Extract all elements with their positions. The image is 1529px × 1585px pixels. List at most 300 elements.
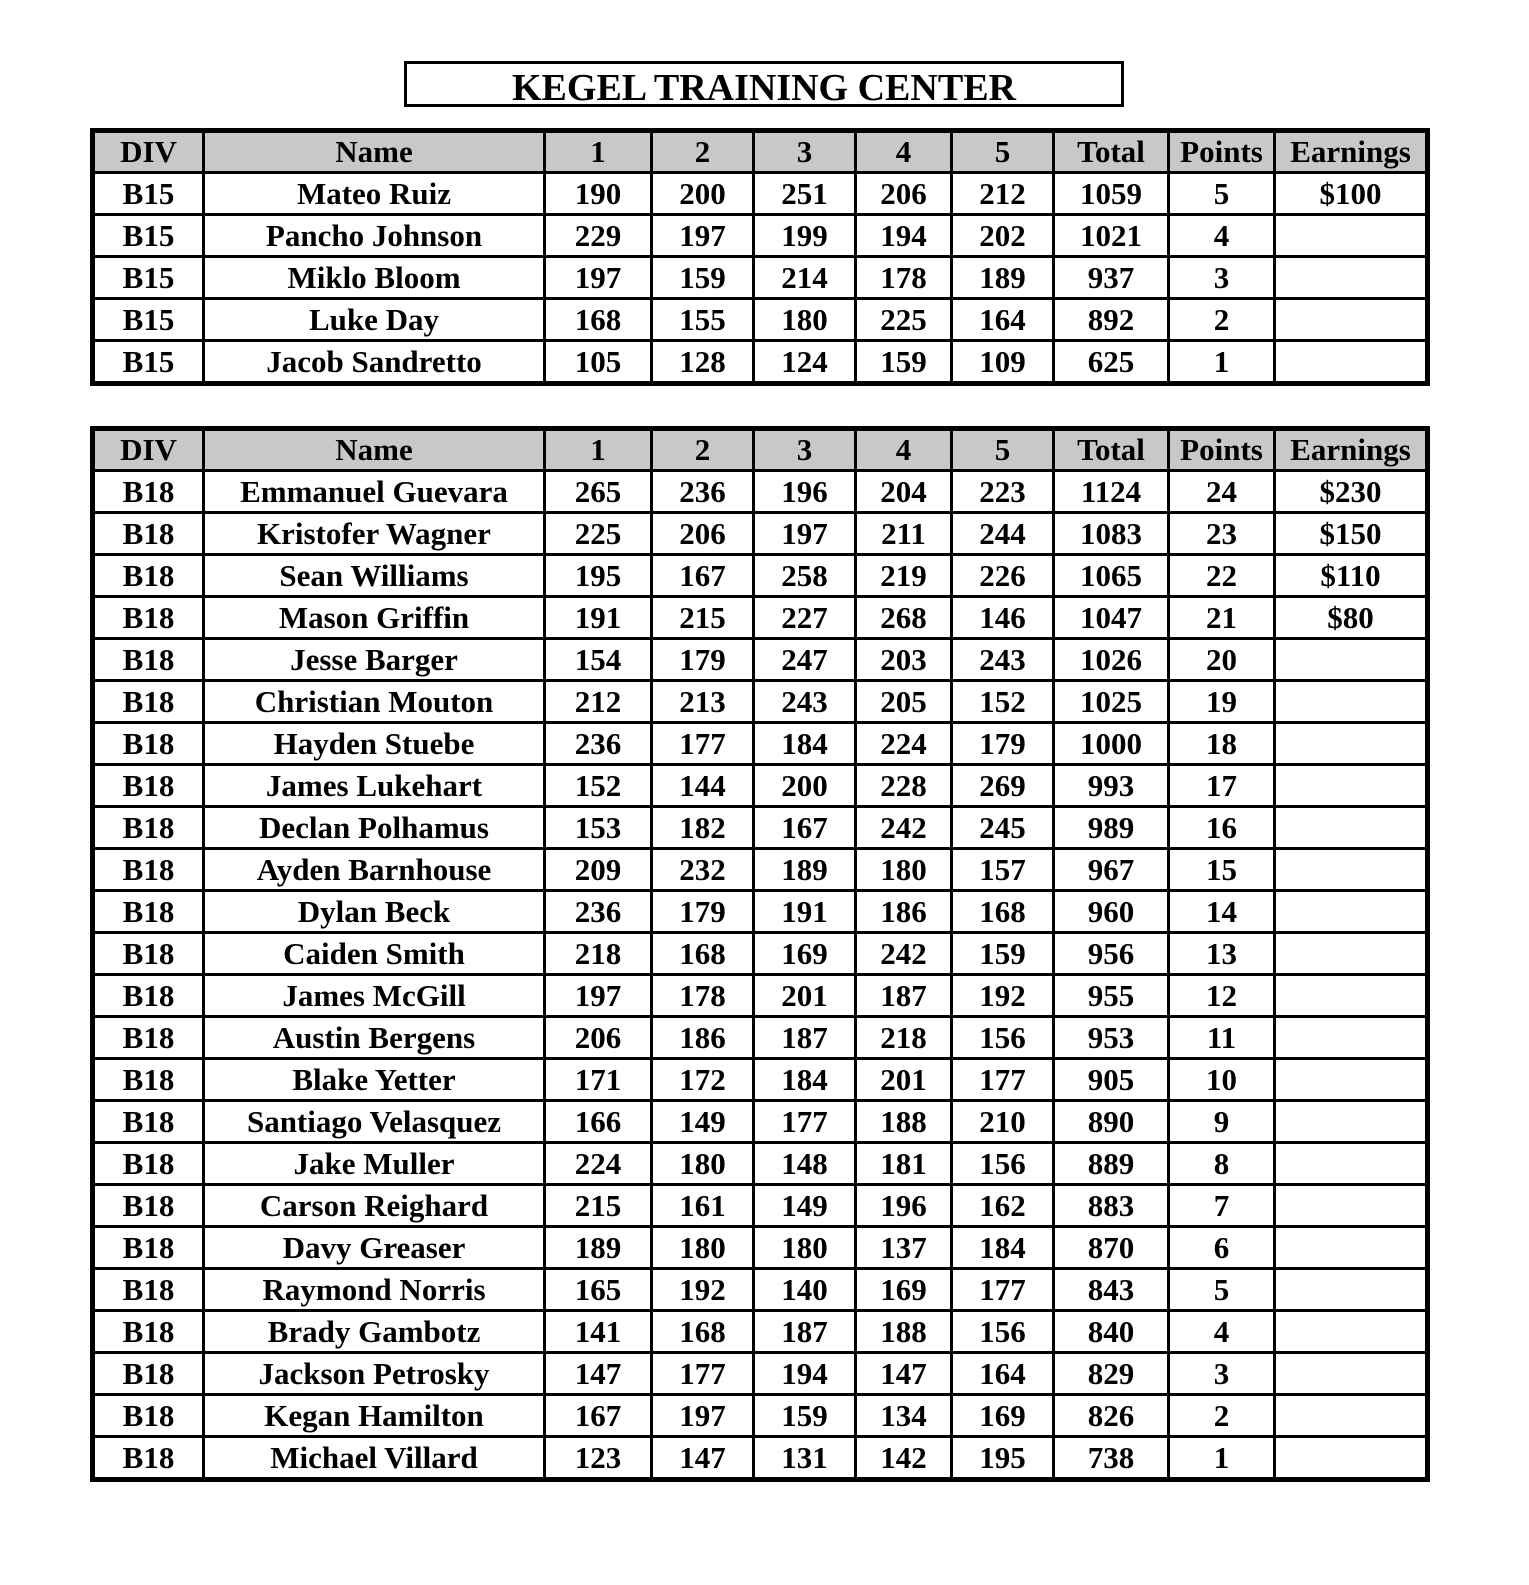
- header-total: Total: [1054, 429, 1169, 471]
- cell-game-5: 244: [952, 513, 1054, 555]
- cell-game-1: 166: [545, 1101, 652, 1143]
- cell-points: 4: [1169, 215, 1275, 257]
- cell-points: 2: [1169, 1395, 1275, 1437]
- cell-earnings: [1275, 1353, 1428, 1395]
- cell-game-2: 147: [652, 1437, 754, 1480]
- cell-div: B18: [93, 1185, 204, 1227]
- cell-game-3: 200: [754, 765, 856, 807]
- table-row: [93, 849, 1428, 891]
- table-row: [93, 1143, 1428, 1185]
- cell-points: 6: [1169, 1227, 1275, 1269]
- table-row: [93, 555, 1428, 597]
- cell-game-4: 268: [856, 597, 952, 639]
- cell-div: B18: [93, 891, 204, 933]
- cell-game-4: 218: [856, 1017, 952, 1059]
- cell-game-5: 223: [952, 471, 1054, 513]
- table-row: [93, 1395, 1428, 1437]
- cell-game-4: 219: [856, 555, 952, 597]
- table-row: [93, 933, 1428, 975]
- cell-game-3: 131: [754, 1437, 856, 1480]
- table-header-row: [93, 429, 1428, 471]
- cell-game-4: 178: [856, 257, 952, 299]
- cell-game-1: 209: [545, 849, 652, 891]
- cell-game-4: 186: [856, 891, 952, 933]
- cell-total: 738: [1054, 1437, 1169, 1480]
- cell-game-5: 226: [952, 555, 1054, 597]
- cell-game-4: 242: [856, 807, 952, 849]
- cell-earnings: $230: [1275, 471, 1428, 513]
- cell-total: 890: [1054, 1101, 1169, 1143]
- cell-points: 5: [1169, 173, 1275, 215]
- cell-points: 4: [1169, 1311, 1275, 1353]
- cell-game-2: 182: [652, 807, 754, 849]
- cell-game-1: 190: [545, 173, 652, 215]
- cell-game-1: 206: [545, 1017, 652, 1059]
- cell-game-2: 172: [652, 1059, 754, 1101]
- cell-div: B18: [93, 1311, 204, 1353]
- cell-div: B18: [93, 597, 204, 639]
- cell-points: 23: [1169, 513, 1275, 555]
- cell-earnings: [1275, 681, 1428, 723]
- cell-total: 829: [1054, 1353, 1169, 1395]
- header-game-4: 4: [856, 429, 952, 471]
- cell-points: 7: [1169, 1185, 1275, 1227]
- cell-earnings: [1275, 1311, 1428, 1353]
- header-game-1: 1: [545, 131, 652, 173]
- cell-game-2: 236: [652, 471, 754, 513]
- header-game-5: 5: [952, 429, 1054, 471]
- cell-div: B18: [93, 1017, 204, 1059]
- cell-earnings: [1275, 1101, 1428, 1143]
- cell-name: Mason Griffin: [204, 597, 545, 639]
- cell-game-2: 179: [652, 639, 754, 681]
- cell-earnings: [1275, 765, 1428, 807]
- table-row: [93, 765, 1428, 807]
- cell-total: 1065: [1054, 555, 1169, 597]
- cell-game-3: 243: [754, 681, 856, 723]
- cell-game-1: 197: [545, 257, 652, 299]
- cell-game-4: 180: [856, 849, 952, 891]
- cell-game-5: 184: [952, 1227, 1054, 1269]
- cell-earnings: [1275, 1437, 1428, 1480]
- cell-game-5: 168: [952, 891, 1054, 933]
- cell-points: 5: [1169, 1269, 1275, 1311]
- cell-game-4: 228: [856, 765, 952, 807]
- cell-total: 892: [1054, 299, 1169, 341]
- cell-game-4: 211: [856, 513, 952, 555]
- table-row: [93, 1311, 1428, 1353]
- cell-game-2: 180: [652, 1143, 754, 1185]
- cell-game-4: 134: [856, 1395, 952, 1437]
- cell-points: 3: [1169, 257, 1275, 299]
- cell-earnings: [1275, 1269, 1428, 1311]
- cell-div: B18: [93, 849, 204, 891]
- cell-game-3: 197: [754, 513, 856, 555]
- cell-game-1: 189: [545, 1227, 652, 1269]
- cell-game-1: 105: [545, 341, 652, 384]
- cell-game-5: 156: [952, 1311, 1054, 1353]
- cell-game-3: 149: [754, 1185, 856, 1227]
- cell-game-2: 197: [652, 215, 754, 257]
- cell-div: B18: [93, 1059, 204, 1101]
- cell-game-3: 191: [754, 891, 856, 933]
- cell-game-5: 159: [952, 933, 1054, 975]
- cell-game-3: 167: [754, 807, 856, 849]
- table-row: [93, 173, 1428, 215]
- table-row: [93, 1017, 1428, 1059]
- cell-name: Michael Villard: [204, 1437, 545, 1480]
- cell-game-3: 180: [754, 299, 856, 341]
- header-game-2: 2: [652, 429, 754, 471]
- cell-name: Blake Yetter: [204, 1059, 545, 1101]
- cell-points: 19: [1169, 681, 1275, 723]
- cell-game-2: 168: [652, 1311, 754, 1353]
- cell-name: Jake Muller: [204, 1143, 545, 1185]
- cell-total: 905: [1054, 1059, 1169, 1101]
- cell-game-4: 206: [856, 173, 952, 215]
- cell-game-2: 155: [652, 299, 754, 341]
- cell-name: Caiden Smith: [204, 933, 545, 975]
- cell-earnings: [1275, 933, 1428, 975]
- cell-game-4: 205: [856, 681, 952, 723]
- cell-earnings: $150: [1275, 513, 1428, 555]
- header-div: DIV: [93, 429, 204, 471]
- cell-game-4: 224: [856, 723, 952, 765]
- cell-game-1: 229: [545, 215, 652, 257]
- cell-game-3: 184: [754, 723, 856, 765]
- cell-total: 955: [1054, 975, 1169, 1017]
- table-header-row: [93, 131, 1428, 173]
- cell-game-2: 197: [652, 1395, 754, 1437]
- header-game-4: 4: [856, 131, 952, 173]
- cell-points: 8: [1169, 1143, 1275, 1185]
- cell-game-3: 124: [754, 341, 856, 384]
- cell-div: B18: [93, 1101, 204, 1143]
- cell-div: B18: [93, 723, 204, 765]
- cell-total: 1083: [1054, 513, 1169, 555]
- cell-game-3: 194: [754, 1353, 856, 1395]
- cell-game-5: 269: [952, 765, 1054, 807]
- cell-points: 22: [1169, 555, 1275, 597]
- b15-results-table: [90, 128, 1430, 386]
- cell-name: Sean Williams: [204, 555, 545, 597]
- cell-name: Jackson Petrosky: [204, 1353, 545, 1395]
- cell-game-2: 167: [652, 555, 754, 597]
- cell-game-3: 227: [754, 597, 856, 639]
- header-div: DIV: [93, 131, 204, 173]
- cell-total: 937: [1054, 257, 1169, 299]
- cell-game-3: 258: [754, 555, 856, 597]
- cell-points: 13: [1169, 933, 1275, 975]
- cell-game-2: 180: [652, 1227, 754, 1269]
- cell-points: 11: [1169, 1017, 1275, 1059]
- cell-points: 16: [1169, 807, 1275, 849]
- cell-name: Kristofer Wagner: [204, 513, 545, 555]
- cell-game-4: 225: [856, 299, 952, 341]
- cell-game-3: 159: [754, 1395, 856, 1437]
- cell-game-5: 210: [952, 1101, 1054, 1143]
- cell-name: James Lukehart: [204, 765, 545, 807]
- cell-game-1: 171: [545, 1059, 652, 1101]
- cell-game-5: 164: [952, 299, 1054, 341]
- cell-game-2: 159: [652, 257, 754, 299]
- cell-game-5: 192: [952, 975, 1054, 1017]
- cell-game-1: 147: [545, 1353, 652, 1395]
- cell-game-1: 265: [545, 471, 652, 513]
- cell-game-5: 243: [952, 639, 1054, 681]
- table-row: [93, 681, 1428, 723]
- cell-name: Emmanuel Guevara: [204, 471, 545, 513]
- cell-game-1: 168: [545, 299, 652, 341]
- cell-game-5: 212: [952, 173, 1054, 215]
- cell-game-4: 181: [856, 1143, 952, 1185]
- cell-game-3: 180: [754, 1227, 856, 1269]
- cell-game-3: 189: [754, 849, 856, 891]
- cell-earnings: [1275, 257, 1428, 299]
- cell-earnings: $100: [1275, 173, 1428, 215]
- cell-total: 989: [1054, 807, 1169, 849]
- cell-game-5: 245: [952, 807, 1054, 849]
- cell-name: Santiago Velasquez: [204, 1101, 545, 1143]
- table-row: [93, 1101, 1428, 1143]
- cell-div: B18: [93, 1353, 204, 1395]
- cell-game-3: 187: [754, 1017, 856, 1059]
- cell-name: Davy Greaser: [204, 1227, 545, 1269]
- cell-div: B18: [93, 975, 204, 1017]
- cell-div: B18: [93, 1143, 204, 1185]
- cell-total: 967: [1054, 849, 1169, 891]
- cell-total: 1047: [1054, 597, 1169, 639]
- cell-game-4: 188: [856, 1311, 952, 1353]
- cell-div: B18: [93, 807, 204, 849]
- b18-results-table: [90, 426, 1430, 1482]
- cell-game-4: 203: [856, 639, 952, 681]
- cell-game-1: 167: [545, 1395, 652, 1437]
- cell-points: 17: [1169, 765, 1275, 807]
- cell-game-1: 225: [545, 513, 652, 555]
- cell-game-2: 128: [652, 341, 754, 384]
- cell-game-4: 169: [856, 1269, 952, 1311]
- cell-div: B15: [93, 215, 204, 257]
- cell-earnings: [1275, 1017, 1428, 1059]
- cell-game-4: 159: [856, 341, 952, 384]
- cell-points: 15: [1169, 849, 1275, 891]
- cell-total: 953: [1054, 1017, 1169, 1059]
- cell-game-1: 212: [545, 681, 652, 723]
- cell-total: 826: [1054, 1395, 1169, 1437]
- cell-game-2: 149: [652, 1101, 754, 1143]
- cell-game-5: 179: [952, 723, 1054, 765]
- cell-earnings: [1275, 215, 1428, 257]
- cell-points: 2: [1169, 299, 1275, 341]
- cell-name: Kegan Hamilton: [204, 1395, 545, 1437]
- cell-name: Carson Reighard: [204, 1185, 545, 1227]
- cell-total: 840: [1054, 1311, 1169, 1353]
- cell-name: Hayden Stuebe: [204, 723, 545, 765]
- header-game-2: 2: [652, 131, 754, 173]
- cell-game-2: 232: [652, 849, 754, 891]
- cell-game-5: 162: [952, 1185, 1054, 1227]
- cell-earnings: [1275, 723, 1428, 765]
- cell-div: B18: [93, 765, 204, 807]
- cell-game-3: 214: [754, 257, 856, 299]
- cell-points: 14: [1169, 891, 1275, 933]
- cell-total: 960: [1054, 891, 1169, 933]
- cell-game-5: 146: [952, 597, 1054, 639]
- cell-earnings: $110: [1275, 555, 1428, 597]
- cell-points: 3: [1169, 1353, 1275, 1395]
- cell-earnings: [1275, 1185, 1428, 1227]
- cell-div: B18: [93, 933, 204, 975]
- cell-div: B18: [93, 681, 204, 723]
- cell-game-5: 164: [952, 1353, 1054, 1395]
- cell-game-3: 201: [754, 975, 856, 1017]
- cell-earnings: [1275, 975, 1428, 1017]
- cell-game-4: 188: [856, 1101, 952, 1143]
- cell-name: Christian Mouton: [204, 681, 545, 723]
- cell-game-1: 195: [545, 555, 652, 597]
- cell-game-3: 199: [754, 215, 856, 257]
- cell-game-1: 152: [545, 765, 652, 807]
- cell-game-1: 236: [545, 891, 652, 933]
- cell-name: Mateo Ruiz: [204, 173, 545, 215]
- cell-earnings: [1275, 1059, 1428, 1101]
- cell-game-2: 144: [652, 765, 754, 807]
- table-row: [93, 639, 1428, 681]
- cell-game-3: 184: [754, 1059, 856, 1101]
- cell-game-4: 142: [856, 1437, 952, 1480]
- cell-game-3: 196: [754, 471, 856, 513]
- cell-name: Jacob Sandretto: [204, 341, 545, 384]
- cell-game-4: 242: [856, 933, 952, 975]
- cell-game-4: 196: [856, 1185, 952, 1227]
- cell-earnings: [1275, 1395, 1428, 1437]
- table-row: [93, 1227, 1428, 1269]
- cell-game-4: 187: [856, 975, 952, 1017]
- cell-total: 870: [1054, 1227, 1169, 1269]
- cell-game-3: 148: [754, 1143, 856, 1185]
- table-row: [93, 975, 1428, 1017]
- cell-game-2: 178: [652, 975, 754, 1017]
- cell-div: B15: [93, 341, 204, 384]
- cell-game-2: 213: [652, 681, 754, 723]
- cell-div: B18: [93, 639, 204, 681]
- cell-name: Brady Gambotz: [204, 1311, 545, 1353]
- table-row: [93, 215, 1428, 257]
- cell-div: B18: [93, 555, 204, 597]
- cell-game-1: 215: [545, 1185, 652, 1227]
- cell-total: 843: [1054, 1269, 1169, 1311]
- header-game-3: 3: [754, 429, 856, 471]
- cell-game-2: 206: [652, 513, 754, 555]
- cell-game-2: 179: [652, 891, 754, 933]
- header-game-3: 3: [754, 131, 856, 173]
- table-row: [93, 257, 1428, 299]
- cell-div: B18: [93, 513, 204, 555]
- cell-game-2: 177: [652, 1353, 754, 1395]
- cell-game-5: 157: [952, 849, 1054, 891]
- cell-game-4: 194: [856, 215, 952, 257]
- cell-game-4: 137: [856, 1227, 952, 1269]
- cell-points: 20: [1169, 639, 1275, 681]
- page-title: KEGEL TRAINING CENTER: [404, 61, 1124, 107]
- cell-earnings: [1275, 1143, 1428, 1185]
- table-row: [93, 1437, 1428, 1480]
- cell-name: Ayden Barnhouse: [204, 849, 545, 891]
- cell-total: 956: [1054, 933, 1169, 975]
- cell-game-1: 224: [545, 1143, 652, 1185]
- table-row: [93, 807, 1428, 849]
- cell-name: Miklo Bloom: [204, 257, 545, 299]
- cell-game-5: 177: [952, 1059, 1054, 1101]
- cell-game-1: 197: [545, 975, 652, 1017]
- cell-game-5: 152: [952, 681, 1054, 723]
- cell-points: 12: [1169, 975, 1275, 1017]
- cell-game-5: 202: [952, 215, 1054, 257]
- cell-game-5: 109: [952, 341, 1054, 384]
- cell-div: B18: [93, 1395, 204, 1437]
- header-points: Points: [1169, 131, 1275, 173]
- cell-total: 1021: [1054, 215, 1169, 257]
- table-row: [93, 471, 1428, 513]
- cell-earnings: [1275, 807, 1428, 849]
- cell-total: 1025: [1054, 681, 1169, 723]
- cell-total: 993: [1054, 765, 1169, 807]
- cell-earnings: [1275, 891, 1428, 933]
- cell-total: 883: [1054, 1185, 1169, 1227]
- cell-name: James McGill: [204, 975, 545, 1017]
- cell-game-5: 169: [952, 1395, 1054, 1437]
- cell-total: 1000: [1054, 723, 1169, 765]
- cell-earnings: [1275, 299, 1428, 341]
- cell-game-5: 195: [952, 1437, 1054, 1480]
- cell-total: 889: [1054, 1143, 1169, 1185]
- cell-game-5: 177: [952, 1269, 1054, 1311]
- cell-game-3: 251: [754, 173, 856, 215]
- cell-points: 24: [1169, 471, 1275, 513]
- header-earnings: Earnings: [1275, 131, 1428, 173]
- cell-total: 625: [1054, 341, 1169, 384]
- table-row: [93, 723, 1428, 765]
- cell-earnings: [1275, 1227, 1428, 1269]
- header-total: Total: [1054, 131, 1169, 173]
- cell-name: Austin Bergens: [204, 1017, 545, 1059]
- cell-total: 1124: [1054, 471, 1169, 513]
- cell-div: B18: [93, 1269, 204, 1311]
- cell-name: Raymond Norris: [204, 1269, 545, 1311]
- cell-game-1: 236: [545, 723, 652, 765]
- cell-game-3: 247: [754, 639, 856, 681]
- cell-game-2: 186: [652, 1017, 754, 1059]
- table-row: [93, 341, 1428, 384]
- cell-total: 1059: [1054, 173, 1169, 215]
- cell-name: Declan Polhamus: [204, 807, 545, 849]
- cell-div: B15: [93, 299, 204, 341]
- cell-game-2: 192: [652, 1269, 754, 1311]
- cell-points: 10: [1169, 1059, 1275, 1101]
- table-row: [93, 1185, 1428, 1227]
- header-name: Name: [204, 131, 545, 173]
- cell-game-4: 147: [856, 1353, 952, 1395]
- cell-total: 1026: [1054, 639, 1169, 681]
- cell-points: 9: [1169, 1101, 1275, 1143]
- cell-div: B15: [93, 173, 204, 215]
- cell-game-4: 204: [856, 471, 952, 513]
- cell-game-3: 187: [754, 1311, 856, 1353]
- cell-game-2: 215: [652, 597, 754, 639]
- cell-earnings: $80: [1275, 597, 1428, 639]
- cell-name: Jesse Barger: [204, 639, 545, 681]
